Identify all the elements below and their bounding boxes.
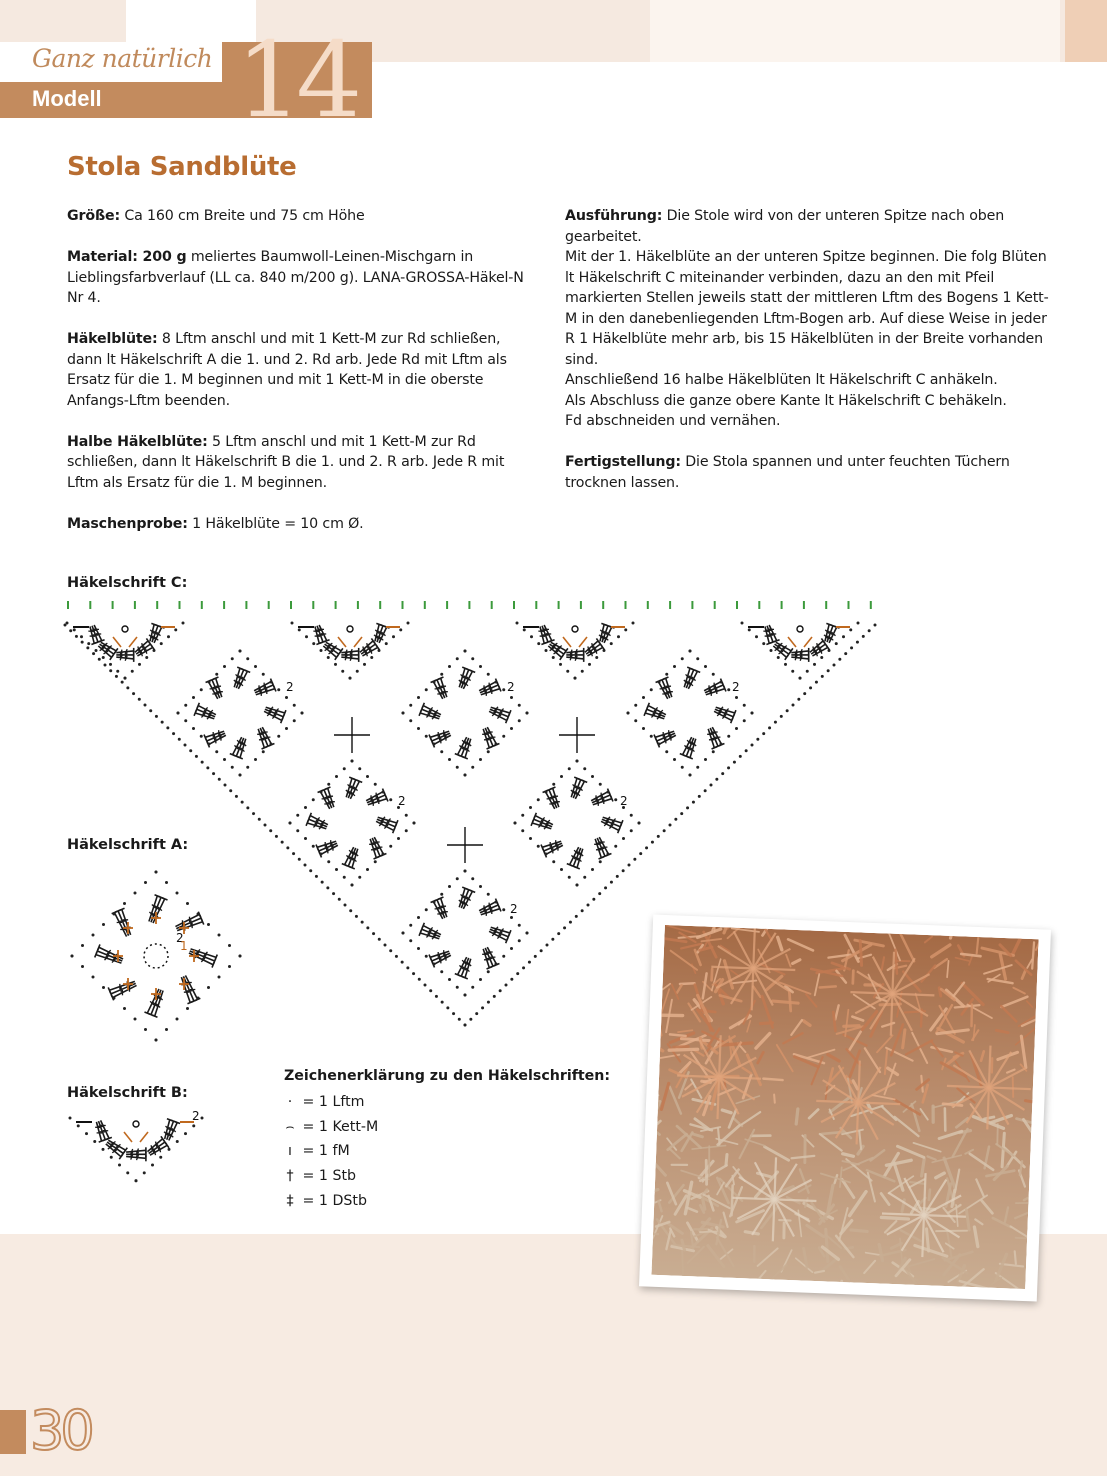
page-number: 30 [30, 1399, 91, 1462]
crochet-chart-b [64, 1108, 214, 1218]
single-crochet-symbol-icon: ı [288, 1143, 292, 1160]
svg-text:2: 2 [620, 794, 628, 808]
flower-paragraph: Häkelblüte: 8 Lftm anschl und mit 1 Kett-M zur Rd schließen, dann lt Häkelschrift A die 1. und 2. Rd arb. Jede Rd mit Lftm als Ersatz für die 1. M beginnen und mit 1 Kett-M in die oberste Anfangs-Lftm beenden. [67, 331, 507, 409]
execution-line: Fd abschneiden und vernähen. [565, 413, 781, 429]
execution-paragraph: Ausführung: Die Stole wird von der unteren Spitze nach oben gearbeitet. [565, 208, 1005, 245]
double-crochet-symbol-icon: † [286, 1168, 294, 1185]
svg-text:2: 2 [510, 902, 518, 916]
svg-text:2: 2 [507, 680, 515, 694]
svg-text:2: 2 [176, 931, 184, 945]
execution-line: Anschließend 16 halbe Häkelblüten lt Häkelschrift C anhäkeln. [565, 372, 998, 388]
legend-item-slipstitch: ⌢ = 1 Kett-M [285, 1118, 379, 1135]
legend-item-treble-crochet: ‡ = 1 DStb [284, 1188, 610, 1213]
crochet-chart-a [66, 866, 246, 1046]
legend-item-double-crochet: † = 1 Stb [284, 1164, 610, 1189]
finishing-paragraph: Fertigstellung: Die Stola spannen und unter feuchten Tüchern trocknen lassen. [565, 454, 1010, 491]
chart-b-label: Häkelschrift B: [67, 1085, 188, 1101]
page-number-box [0, 1410, 26, 1454]
instructions-left [67, 206, 537, 555]
material-paragraph: Material: 200 g meliertes Baumwoll-Leinen-Mischgarn in Lieblingsfarbverlauf (LL ca. 840 m/200 g). LANA-GROSSA-Häkel-N Nr 4. [67, 249, 524, 306]
legend-item-chain: · = 1 Lftm [284, 1090, 610, 1115]
chart-c-label: Häkelschrift C: [67, 575, 188, 591]
svg-text:2: 2 [732, 680, 740, 694]
execution-line: Mit der 1. Häkelblüte an der unteren Spitze beginnen. Die folg Blüten lt Häkelschrift C miteinander verbinden, dazu an den mit Pfeil markierten Stellen jeweils statt der mittleren Lftm des Bogens 1 Kett-M in den danebenliegenden Lftm-Bogen arb. Auf diese Weise in jeder R 1 Häkelblüte mehr arb, bis 15 Häkelblüten in der Breite vorhanden sind. [565, 249, 1049, 368]
chart-a-label: Häkelschrift A: [67, 837, 189, 853]
model-number: 14 [236, 19, 357, 141]
svg-text:2: 2 [286, 680, 294, 694]
half-flower-paragraph: Halbe Häkelblüte: 5 Lftm anschl und mit 1 Kett-M zur Rd schließen, dann lt Häkelschrift B die 1. und 2. R arb. Jede R mit Lftm als Ersatz für die 1. M beginnen. [67, 433, 505, 491]
svg-text:2: 2 [398, 794, 406, 808]
instructions-right [565, 206, 1055, 493]
svg-text:1: 1 [180, 939, 188, 953]
page-title: Stola Sandblüte [67, 152, 297, 182]
symbol-legend [284, 1068, 610, 1213]
slipstitch-symbol-icon: ⌢ [285, 1118, 295, 1135]
legend-item-single-crochet: ı = 1 fM [284, 1139, 610, 1164]
modell-label: Modell [32, 86, 102, 111]
execution-line: Als Abschluss die ganze obere Kante lt Häkelschrift C behäkeln. [565, 392, 1007, 409]
chain-symbol-icon: · [287, 1094, 293, 1111]
svg-text:2: 2 [192, 1109, 200, 1123]
stole-photo-frame [639, 914, 1051, 1301]
legend-title: Zeichenerklärung zu den Häkelschriften: [284, 1068, 611, 1084]
treble-crochet-symbol-icon: ‡ [286, 1192, 294, 1209]
series-title: Ganz natürlich [32, 44, 213, 73]
gauge-paragraph: Maschenprobe: 1 Häkelblüte = 10 cm Ø. [67, 515, 364, 532]
size-paragraph: Größe: Ca 160 cm Breite und 75 cm Höhe [67, 208, 365, 224]
stole-photo [651, 925, 1038, 1289]
stole-lace-image [651, 925, 1038, 1289]
